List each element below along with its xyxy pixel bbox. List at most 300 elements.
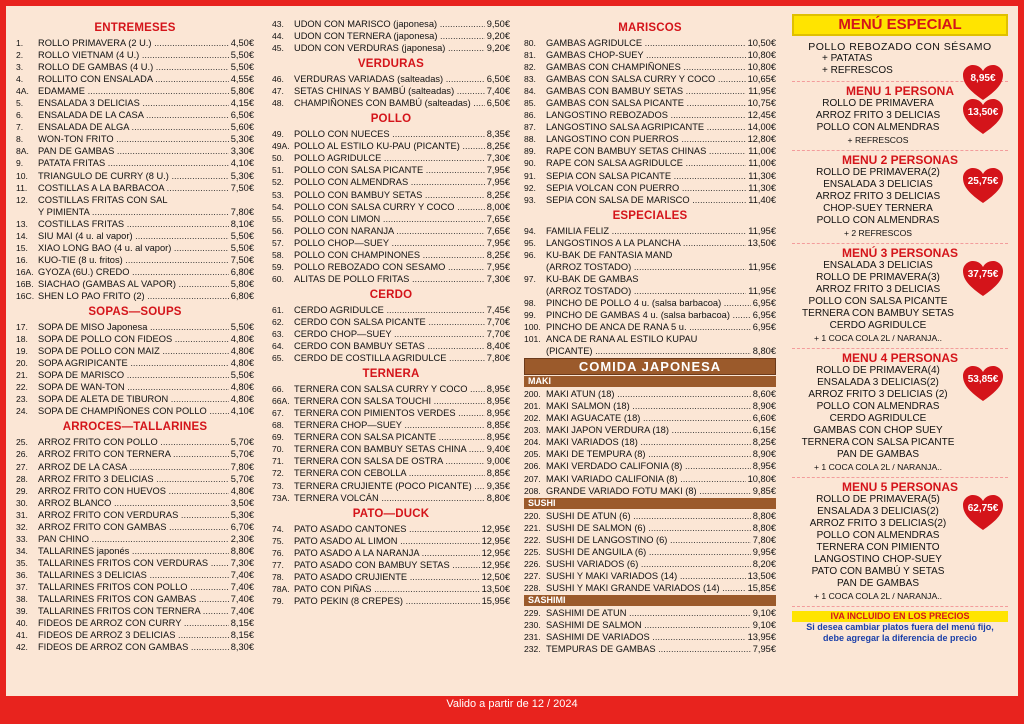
item-number: 58. bbox=[272, 249, 284, 260]
item-price: 5,70€ bbox=[230, 473, 254, 484]
item-number: 21. bbox=[16, 370, 28, 381]
item-number: 49A. bbox=[272, 141, 290, 152]
item-name: POLLO CON CHAMPINONES ..... bbox=[294, 249, 485, 261]
item-price: 6,50€ bbox=[486, 74, 510, 85]
item-number: 22. bbox=[16, 382, 28, 393]
item-name: PATO PEKIN (8 CREPES) ..... bbox=[294, 595, 480, 607]
menu-item bbox=[272, 595, 510, 607]
item-price: 8,90€ bbox=[752, 449, 776, 460]
item-number: 89. bbox=[524, 146, 536, 157]
set-menu-line: CERDO AGRIDULCE bbox=[829, 320, 927, 331]
menu-item bbox=[272, 140, 510, 152]
item-name: GRANDE VARIADO FOTU MAKI (8) ..... bbox=[546, 485, 751, 497]
menu-item bbox=[16, 109, 254, 121]
item-number: 232. bbox=[524, 644, 541, 655]
item-price: 13,95€ bbox=[747, 632, 776, 643]
item-price: 9,95€ bbox=[752, 546, 776, 557]
menu-item bbox=[16, 345, 254, 357]
menu-item bbox=[16, 473, 254, 485]
item-name: SUSHI VARIADOS (6) ..... bbox=[546, 558, 751, 570]
menu-item bbox=[272, 571, 510, 583]
section-title: POLLO bbox=[370, 113, 412, 126]
item-price: 8,80€ bbox=[752, 510, 776, 521]
item-name: CERDO AGRIDULCE ..... bbox=[294, 304, 485, 316]
item-name: SUSHI DE LANGOSTINO (6) ..... bbox=[546, 534, 751, 546]
item-name: TERNERA CON SALSA TOUCHI ..... bbox=[294, 395, 485, 407]
set-menu-line: ENSALADA 3 DELICIAS bbox=[823, 179, 933, 190]
item-name: ARROZ FRITO CON POLLO ..... bbox=[38, 436, 229, 448]
menu-item bbox=[272, 316, 510, 328]
menu-item bbox=[524, 145, 776, 157]
item-price: 8,85€ bbox=[486, 468, 510, 479]
item-name: TALLARINES japonés ..... bbox=[38, 545, 229, 557]
item-price: 5,80€ bbox=[230, 86, 254, 97]
set-menu-line: ROLLO DE PRIMAVERA(4) bbox=[816, 365, 940, 376]
item-number: 38. bbox=[16, 594, 28, 605]
item-name: POLLO AGRIDULCE ..... bbox=[294, 152, 485, 164]
item-name: ENSALADA DE LA CASA ..... bbox=[38, 109, 229, 121]
menu-item bbox=[16, 37, 254, 49]
item-number: 203. bbox=[524, 425, 541, 436]
menu-item bbox=[16, 49, 254, 61]
item-price: 10,80€ bbox=[747, 50, 776, 61]
item-name: UDON CON MARISCO (japonesa) ..... bbox=[294, 18, 485, 30]
menu-item bbox=[16, 617, 254, 629]
menu-item bbox=[524, 157, 776, 169]
set-menu-line: PATO CON BAMBÚ Y SETAS bbox=[811, 566, 945, 577]
item-number: 80. bbox=[524, 38, 536, 48]
column-3-sections bbox=[524, 22, 776, 357]
item-name: TALLARINES FRITOS CON POLLO ..... bbox=[38, 581, 229, 593]
item-price: 8,00€ bbox=[486, 201, 510, 212]
item-name: POLLO CON NARANJA ..... bbox=[294, 225, 485, 237]
menu-item bbox=[524, 85, 776, 97]
item-name: SEPIA VOLCAN CON PUERRO ..... bbox=[546, 182, 746, 194]
item-name: SASHIMI DE ATUN ..... bbox=[546, 607, 751, 619]
menu-item bbox=[272, 443, 510, 455]
set-menu-line: ENSALADA 3 DELICIAS bbox=[823, 260, 933, 271]
item-number: 229. bbox=[524, 607, 541, 618]
menu-item bbox=[16, 242, 254, 254]
item-number: 18. bbox=[16, 334, 28, 345]
item-price: 8,25€ bbox=[752, 437, 776, 448]
item-number: 53. bbox=[272, 189, 284, 200]
item-number: 24. bbox=[16, 406, 28, 417]
menu-item bbox=[16, 85, 254, 97]
set-menu-title: MENÚ 3 PERSONAS bbox=[841, 246, 959, 260]
item-price: 5,70€ bbox=[230, 449, 254, 460]
menu-item bbox=[524, 473, 776, 485]
item-number: 62. bbox=[272, 316, 284, 327]
menu-item bbox=[16, 557, 254, 569]
item-price: 8,15€ bbox=[230, 618, 254, 629]
item-price: 13,50€ bbox=[747, 237, 776, 248]
item-price: 5,50€ bbox=[230, 322, 254, 333]
menu-item bbox=[524, 297, 776, 309]
item-price: 4,80€ bbox=[230, 334, 254, 345]
item-number: 204. bbox=[524, 437, 541, 448]
item-name: SETAS CHINAS Y BAMBÚ (salteadas) ..... bbox=[294, 85, 485, 97]
menu-item bbox=[16, 436, 254, 448]
item-price: 8,95€ bbox=[752, 461, 776, 472]
menu-item bbox=[524, 345, 776, 357]
item-price: 13,50€ bbox=[481, 583, 510, 594]
item-price: 8,85€ bbox=[486, 420, 510, 431]
set-menu-line: ARROZ FRITO 3 DELICIAS bbox=[815, 191, 941, 202]
item-name: SUSHI Y MAKI VARIADOS (14) ..... bbox=[546, 570, 746, 582]
item-price: 11,30€ bbox=[748, 170, 776, 181]
item-name: GYOZA (6U.) CREDO ..... bbox=[38, 266, 229, 278]
item-number: 96. bbox=[524, 249, 536, 260]
item-name: TERNERA CON PIMIENTOS VERDES ..... bbox=[294, 407, 485, 419]
item-number: 73A. bbox=[272, 492, 290, 503]
item-number: 44. bbox=[272, 31, 284, 42]
item-name: KU-BAK DE FANTASIA MAND bbox=[546, 249, 673, 260]
item-name: SASHIMI DE SALMON ..... bbox=[546, 619, 751, 631]
menu-item bbox=[16, 290, 254, 302]
set-menu-line: ROLLO DE PRIMAVERA(2) bbox=[816, 167, 940, 178]
item-name: CHAMPIÑONES CON BAMBÚ (salteadas) ..... bbox=[294, 97, 485, 109]
item-name: ANCA DE RANA AL ESTILO KUPAU bbox=[546, 334, 698, 345]
item-number: 40. bbox=[16, 618, 28, 629]
item-name: MAKI ATUN (18) ..... bbox=[546, 388, 751, 400]
menu-item bbox=[272, 583, 510, 595]
special-menu-column bbox=[792, 14, 1008, 644]
item-number: 32. bbox=[16, 521, 28, 532]
menu-item bbox=[16, 321, 254, 333]
item-price: 11,00€ bbox=[748, 158, 776, 169]
item-number: 78. bbox=[272, 571, 284, 582]
item-number: 60. bbox=[272, 273, 284, 284]
item-number: 47. bbox=[272, 86, 284, 97]
menu-item bbox=[524, 400, 776, 412]
item-name: SOPA DE POLLO CON MAIZ ..... bbox=[38, 345, 229, 357]
item-number: 15. bbox=[16, 242, 28, 253]
item-name: SOPA AGRIPICANTE ..... bbox=[38, 357, 229, 369]
item-price: 7,95€ bbox=[486, 177, 510, 188]
item-price: 8,15€ bbox=[230, 630, 254, 641]
menu-item bbox=[272, 559, 510, 571]
item-number: 48. bbox=[272, 98, 284, 109]
item-price: 11,00€ bbox=[748, 146, 776, 157]
item-price: 15,95€ bbox=[481, 595, 510, 606]
item-name: POLLO REBOZADO CON SESAMO ..... bbox=[294, 261, 485, 273]
item-name: SUSHI DE ANGUILA (6) ..... bbox=[546, 546, 751, 558]
menu-item bbox=[272, 97, 510, 109]
menu-item bbox=[16, 629, 254, 641]
menu-item bbox=[16, 545, 254, 557]
menu-item bbox=[524, 388, 776, 400]
item-name: POLLO CON NUECES ..... bbox=[294, 128, 485, 140]
item-number: 6. bbox=[16, 110, 24, 121]
item-number: 42. bbox=[16, 642, 28, 653]
item-price: 7,65€ bbox=[486, 225, 510, 236]
item-number: 29. bbox=[16, 485, 28, 496]
item-number: 16A. bbox=[16, 266, 34, 277]
set-menu-line: + REFRESCOS bbox=[847, 135, 909, 145]
item-name: UDON CON TERNERA (japonesa) ..... bbox=[294, 30, 485, 42]
set-menu-price-heart bbox=[962, 365, 1004, 403]
item-name: PATO ASADO CRUJIENTE ..... bbox=[294, 571, 480, 583]
item-number: 14. bbox=[16, 230, 28, 241]
set-menu-line: ROLLO DE PRIMAVERA(3) bbox=[816, 272, 940, 283]
item-price: 4,10€ bbox=[230, 406, 254, 417]
menu-item bbox=[16, 194, 254, 206]
item-price: 7,95€ bbox=[486, 237, 510, 248]
menu-item bbox=[272, 237, 510, 249]
item-name: ARROZ FRITO CON HUEVOS ..... bbox=[38, 485, 229, 497]
item-name: MAKI JAPON VERDURA (18) ..... bbox=[546, 424, 751, 436]
menu-item bbox=[16, 206, 254, 218]
japanese-subsection-title: MAKI bbox=[524, 376, 776, 387]
item-number: 1. bbox=[16, 38, 24, 48]
item-name: SUSHI DE ATUN (6) ..... bbox=[546, 510, 751, 522]
item-price: 5,60€ bbox=[230, 122, 254, 133]
item-name: GAMBAS CON BAMBUY SETAS ..... bbox=[546, 85, 746, 97]
item-number: 83. bbox=[524, 74, 536, 85]
item-name: KU-BAK DE GAMBAS bbox=[546, 273, 639, 284]
item-price: 8,80€ bbox=[752, 346, 776, 357]
intro-line: + PATATAS bbox=[822, 53, 873, 64]
item-number: 49. bbox=[272, 129, 284, 140]
set-menu bbox=[792, 244, 1008, 349]
menu-item bbox=[272, 42, 510, 54]
japanese-sections bbox=[524, 376, 776, 655]
item-name: TERNERA CON SALSA CURRY Y COCO ..... bbox=[294, 383, 485, 395]
set-menu-line: + 2 REFRESCOS bbox=[843, 228, 913, 238]
menu-item bbox=[16, 485, 254, 497]
item-price: 10,80€ bbox=[747, 473, 776, 484]
item-name: ARROZ BLANCO ..... bbox=[38, 497, 229, 509]
item-number: 55. bbox=[272, 213, 284, 224]
set-menu-line: POLLO CON ALMENDRAS bbox=[816, 401, 940, 412]
item-number: 10. bbox=[16, 170, 28, 181]
menu-item bbox=[272, 18, 510, 30]
set-menu-line: PAN DE GAMBAS bbox=[836, 449, 920, 460]
item-price: 11,40€ bbox=[748, 194, 776, 205]
menu-item bbox=[272, 304, 510, 316]
item-name: POLLO CON SALSA CURRY Y COCO ..... bbox=[294, 201, 485, 213]
item-price: 5,30€ bbox=[230, 509, 254, 520]
item-price: 12,80€ bbox=[747, 134, 776, 145]
price-label: 25,75€ bbox=[967, 176, 999, 187]
item-name: PATO ASADO CANTONES ..... bbox=[294, 523, 480, 535]
item-price: 8,95€ bbox=[486, 396, 510, 407]
item-name: POLLO CON LIMON ..... bbox=[294, 213, 485, 225]
item-name: PATO ASADO AL LIMON ..... bbox=[294, 535, 480, 547]
menu-item bbox=[524, 570, 776, 582]
item-name: TALLARINES FRITOS CON TERNERA ..... bbox=[38, 605, 229, 617]
item-price: 12,95€ bbox=[481, 547, 510, 558]
menu-item bbox=[524, 170, 776, 182]
item-price: 8,30€ bbox=[230, 642, 254, 653]
item-number: 63. bbox=[272, 328, 284, 339]
set-menu-line: POLLO CON SALSA PICANTE bbox=[808, 296, 948, 307]
menu-item bbox=[16, 73, 254, 85]
menu-item bbox=[16, 170, 254, 182]
item-name: SOPA DE MISO Japonesa ..... bbox=[38, 321, 229, 333]
item-number: 61. bbox=[272, 304, 284, 315]
section-title: PATO—DUCK bbox=[352, 507, 430, 520]
item-price: 8,40€ bbox=[486, 341, 510, 352]
menu-item bbox=[16, 641, 254, 653]
item-price: 8,60€ bbox=[752, 389, 776, 400]
item-price: 4,80€ bbox=[230, 346, 254, 357]
item-price: 8,25€ bbox=[486, 189, 510, 200]
set-menu-line: ARROZ FRITO 3 DELICIAS(2) bbox=[809, 518, 947, 529]
item-price: 7,95€ bbox=[752, 644, 776, 655]
item-name: TALLARINES FRITOS CON GAMBAS ..... bbox=[38, 593, 229, 605]
item-name: CERDO CHOP—SUEY ..... bbox=[294, 328, 485, 340]
item-name: TERNERA CON SALSA PICANTE ..... bbox=[294, 431, 485, 443]
item-price: 7,40€ bbox=[486, 86, 510, 97]
menu-sheet bbox=[6, 6, 1018, 696]
item-name: ROLLO DE GAMBAS (4 U.) ..... bbox=[38, 61, 229, 73]
item-name: RAPE CON SALSA AGRIDULCE ..... bbox=[546, 157, 746, 169]
item-price: 10,65€ bbox=[747, 74, 776, 85]
item-price: 9,85€ bbox=[752, 485, 776, 496]
item-number: 101. bbox=[524, 334, 541, 345]
item-number: 200. bbox=[524, 389, 541, 400]
item-number: 3. bbox=[16, 62, 24, 73]
item-price: 7,95€ bbox=[486, 165, 510, 176]
item-name: FIDEOS DE ARROZ CON CURRY ..... bbox=[38, 617, 229, 629]
item-price: 3,30€ bbox=[230, 146, 254, 157]
menu-item bbox=[524, 309, 776, 321]
item-price: 4,80€ bbox=[230, 485, 254, 496]
item-name: SIU MAI (4 u. al vapor) ..... bbox=[38, 230, 229, 242]
item-name: ENSALADA 3 DELICIAS ..... bbox=[38, 97, 229, 109]
item-number: 4. bbox=[16, 74, 24, 85]
item-price: 6,95€ bbox=[752, 297, 776, 308]
menu-item bbox=[16, 121, 254, 133]
item-number: 52. bbox=[272, 177, 284, 188]
set-menu-line: TERNERA CON BAMBUY SETAS bbox=[802, 308, 954, 319]
item-number: 94. bbox=[524, 225, 536, 236]
item-number: 82. bbox=[524, 62, 536, 73]
item-number: 71. bbox=[272, 456, 284, 467]
item-name: POLLO CON ALMENDRAS ..... bbox=[294, 176, 485, 188]
item-price: 4,15€ bbox=[230, 98, 254, 109]
item-number: 37. bbox=[16, 581, 28, 592]
set-menu-title: MENU 2 PERSONAS bbox=[841, 153, 959, 167]
price-note: Si desea cambiar platos fuera del menú fijo, bbox=[806, 622, 994, 632]
item-price: 12,45€ bbox=[747, 110, 776, 121]
japanese-subsection-title: SUSHI bbox=[524, 498, 776, 509]
menu-item bbox=[524, 73, 776, 85]
item-name: POLLO CON BAMBUY SETAS ..... bbox=[294, 189, 485, 201]
item-price: 8,80€ bbox=[486, 492, 510, 503]
item-name: MAKI VERDADO CALIFONIA (8) ..... bbox=[546, 460, 751, 472]
item-number: 13. bbox=[16, 218, 28, 229]
item-price: 7,50€ bbox=[230, 254, 254, 265]
item-price: 4,55€ bbox=[230, 74, 254, 85]
section-title: SOPAS—SOUPS bbox=[88, 306, 182, 319]
item-number: 16C. bbox=[16, 290, 35, 301]
item-number: 230. bbox=[524, 619, 541, 630]
item-price: 5,50€ bbox=[230, 242, 254, 253]
item-name: LANGOSTINOS A LA PLANCHA ..... bbox=[546, 237, 746, 249]
item-number: 59. bbox=[272, 261, 284, 272]
item-number: 20. bbox=[16, 358, 28, 369]
item-number: 86. bbox=[524, 110, 536, 121]
item-price: 7,70€ bbox=[486, 328, 510, 339]
menu-item bbox=[524, 424, 776, 436]
item-price: 12,50€ bbox=[481, 571, 510, 582]
item-price: 8,95€ bbox=[486, 408, 510, 419]
set-menu-title: MENU 5 PERSONAS bbox=[841, 480, 959, 494]
item-number: 74. bbox=[272, 523, 284, 534]
item-price: 7,40€ bbox=[230, 606, 254, 617]
section-title: ARROCES—TALLARINES bbox=[62, 421, 208, 434]
set-menu-line: CHOP-SUEY TERNERA bbox=[823, 203, 933, 214]
item-name: GAMBAS AGRIDULCE ..... bbox=[546, 37, 746, 49]
item-name: TALLARINES FRITOS CON VERDURAS ..... bbox=[38, 557, 229, 569]
menu-item bbox=[272, 523, 510, 535]
item-name: GAMBAS CON CHAMPIÑONES ..... bbox=[546, 61, 746, 73]
item-number: 28. bbox=[16, 473, 28, 484]
menu-item bbox=[524, 321, 776, 333]
item-number: 231. bbox=[524, 632, 541, 643]
menu-item bbox=[524, 61, 776, 73]
item-price: 7,30€ bbox=[486, 153, 510, 164]
item-price: 11,95€ bbox=[748, 261, 776, 272]
item-number: 220. bbox=[524, 510, 541, 521]
item-price: 4,80€ bbox=[230, 394, 254, 405]
menu-item bbox=[16, 521, 254, 533]
item-price: 9,20€ bbox=[486, 31, 510, 42]
item-number: 34. bbox=[16, 545, 28, 556]
item-price: 9,40€ bbox=[486, 444, 510, 455]
item-number: 221. bbox=[524, 522, 541, 533]
item-price: 9,10€ bbox=[752, 619, 776, 630]
item-name: TRIANGULO DE CURRY (8 U.) ..... bbox=[38, 170, 229, 182]
item-price: 7,45€ bbox=[486, 304, 510, 315]
item-price: 9,20€ bbox=[486, 43, 510, 54]
item-price: 5,50€ bbox=[230, 370, 254, 381]
set-menu bbox=[792, 349, 1008, 478]
item-name: WON-TON FRITO ..... bbox=[38, 133, 229, 145]
item-number: 27. bbox=[16, 461, 28, 472]
item-number: 19. bbox=[16, 346, 28, 357]
item-name: COSTILLAS FRITAS ..... bbox=[38, 218, 229, 230]
menu-item bbox=[272, 176, 510, 188]
menu-item bbox=[524, 194, 776, 206]
set-menu-line: + 1 COCA COLA 2L / NARANJA.. bbox=[814, 591, 942, 601]
menu-item bbox=[16, 254, 254, 266]
menu-item bbox=[272, 419, 510, 431]
set-menu-line: ROLLO DE PRIMAVERA bbox=[822, 98, 934, 109]
menu-item bbox=[524, 534, 776, 546]
item-name: ROLLO PRIMAVERA (2 U.) ..... bbox=[38, 37, 229, 49]
item-name: PATO ASADO A LA NARANJA ..... bbox=[294, 547, 480, 559]
item-price: 6,50€ bbox=[230, 110, 254, 121]
item-price: 8,25€ bbox=[486, 249, 510, 260]
menu-item bbox=[272, 213, 510, 225]
item-number: 84. bbox=[524, 86, 536, 97]
item-name: TERNERA CRUJIENTE (POCO PICANTE) ..... bbox=[294, 480, 485, 492]
item-price: 8,35€ bbox=[486, 129, 510, 140]
item-number: 16. bbox=[16, 254, 28, 265]
menu-item bbox=[272, 547, 510, 559]
item-name: TERNERA CON CEBOLLA ..... bbox=[294, 467, 485, 479]
menu-item bbox=[16, 497, 254, 509]
menu-item bbox=[16, 218, 254, 230]
menu-item bbox=[272, 467, 510, 479]
menu-item bbox=[524, 97, 776, 109]
item-price: 12,95€ bbox=[481, 523, 510, 534]
item-price: 5,50€ bbox=[230, 50, 254, 61]
